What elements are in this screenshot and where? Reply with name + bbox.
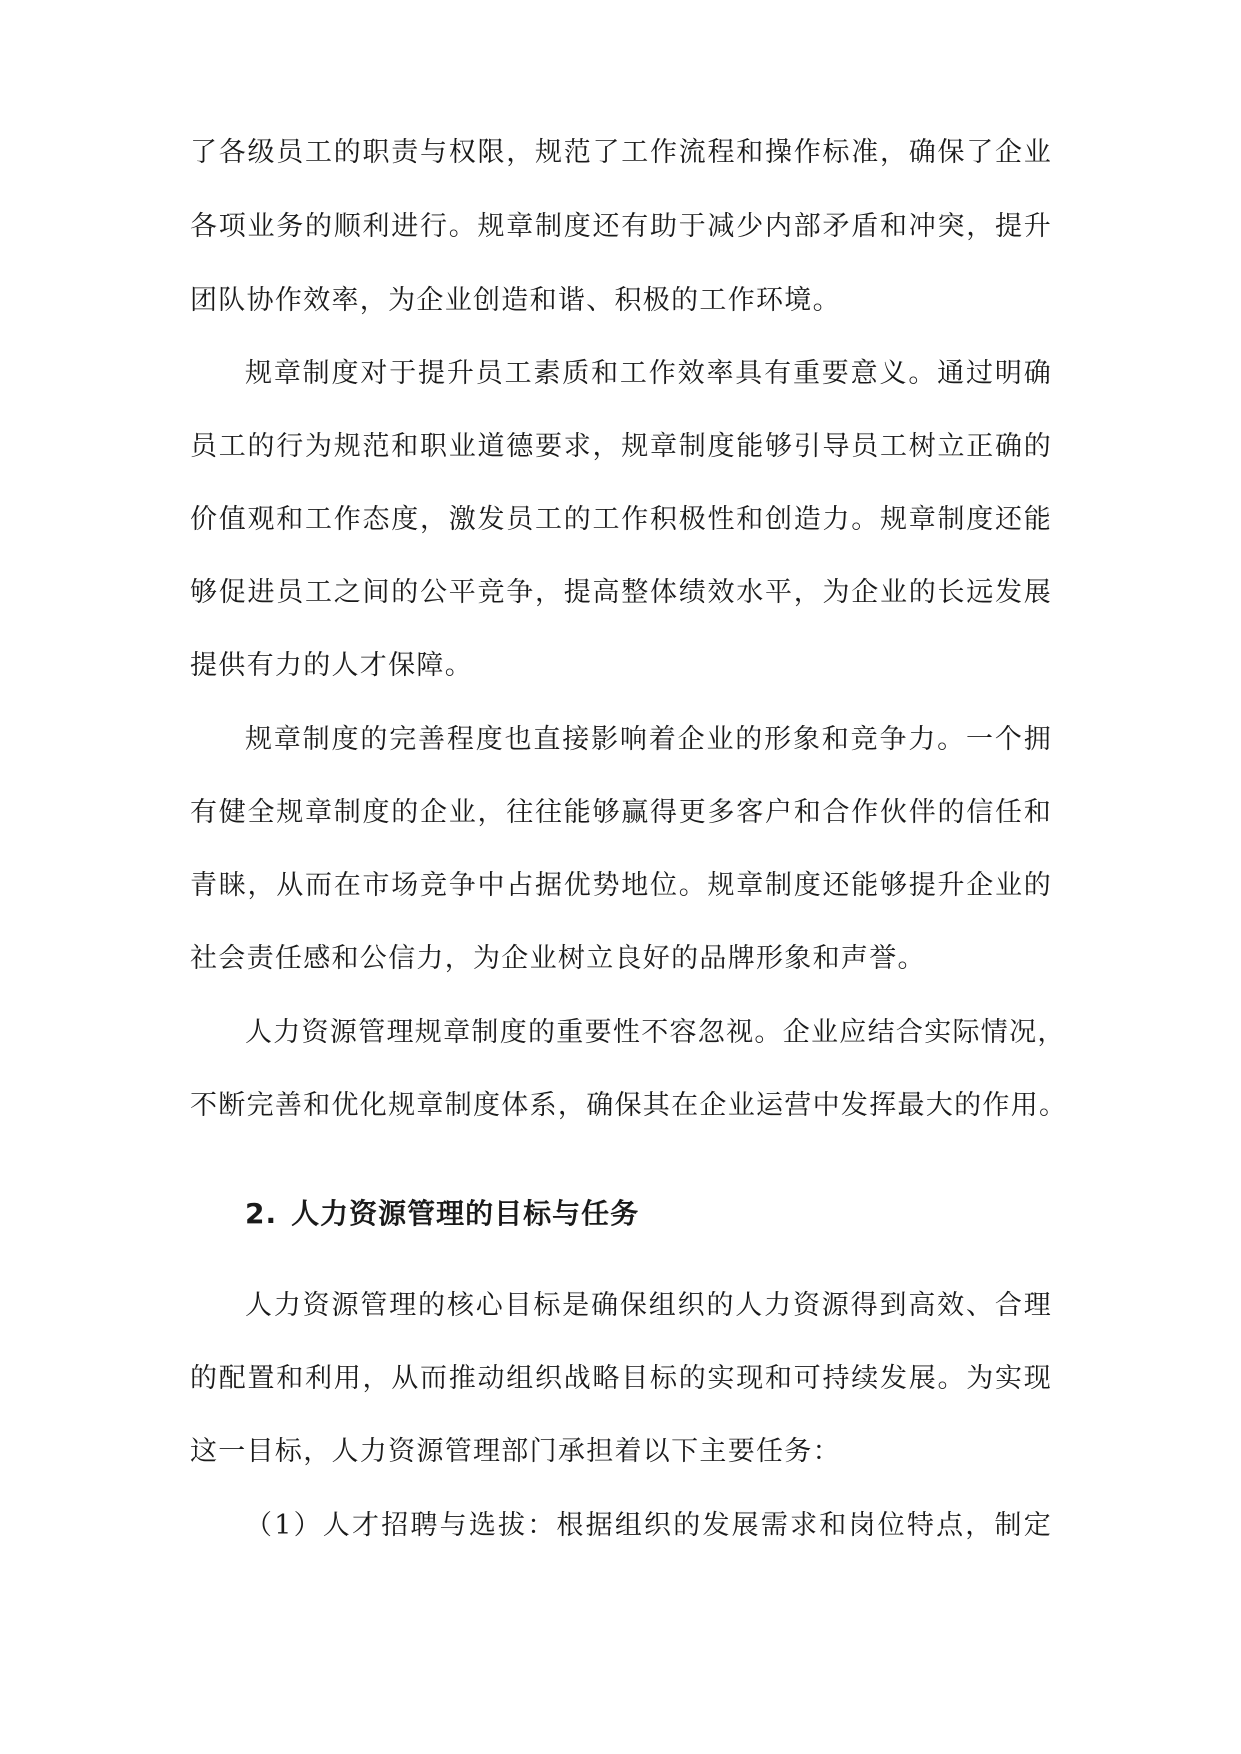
paragraph-line: 人力资源管理的核心目标是确保组织的人力资源得到高效、合理: [245, 1290, 1052, 1321]
paragraph-line: 规章制度对于提升员工素质和工作效率具有重要意义。通过明确: [245, 358, 1052, 389]
paragraph-line: 员工的行为规范和职业道德要求，规章制度能够引导员工树立正确的: [190, 431, 1052, 462]
paragraph-line: 不断完善和优化规章制度体系，确保其在企业运营中发挥最大的作用。: [190, 1090, 1068, 1121]
paragraph-line: 了各级员工的职责与权限，规范了工作流程和操作标准，确保了企业: [190, 137, 1052, 168]
paragraph-line: 社会责任感和公信力，为企业树立良好的品牌形象和声誉。: [190, 943, 926, 974]
paragraph-line: 人力资源管理规章制度的重要性不容忽视。企业应结合实际情况，: [245, 1017, 1066, 1048]
paragraph-line: 的配置和利用，从而推动组织战略目标的实现和可持续发展。为实现: [190, 1363, 1052, 1394]
paragraph-line: 规章制度的完善程度也直接影响着企业的形象和竞争力。一个拥: [245, 724, 1052, 755]
paragraph-line: 团队协作效率，为企业创造和谐、积极的工作环境。: [190, 285, 841, 316]
paragraph-line: 够促进员工之间的公平竞争，提高整体绩效水平，为企业的长远发展: [190, 577, 1052, 608]
section-heading: [245, 1196, 639, 1232]
paragraph-line: 有健全规章制度的企业，往往能够赢得更多客户和合作伙伴的信任和: [190, 797, 1052, 828]
paragraph-line: 各项业务的顺利进行。规章制度还有助于减少内部矛盾和冲突，提升: [190, 211, 1052, 242]
paragraph-line: 这一目标，人力资源管理部门承担着以下主要任务：: [190, 1436, 841, 1467]
paragraph-line: 价值观和工作态度，激发员工的工作积极性和创造力。规章制度还能: [190, 504, 1052, 535]
list-item-line: （1）人才招聘与选拔：根据组织的发展需求和岗位特点，制定: [245, 1510, 1052, 1541]
paragraph-line: 提供有力的人才保障。: [190, 650, 473, 681]
paragraph-line: 青睐，从而在市场竞争中占据优势地位。规章制度还能够提升企业的: [190, 870, 1052, 901]
section-title: 人力资源管理的目标与任务: [291, 1197, 640, 1230]
section-number: 2.: [245, 1197, 278, 1230]
